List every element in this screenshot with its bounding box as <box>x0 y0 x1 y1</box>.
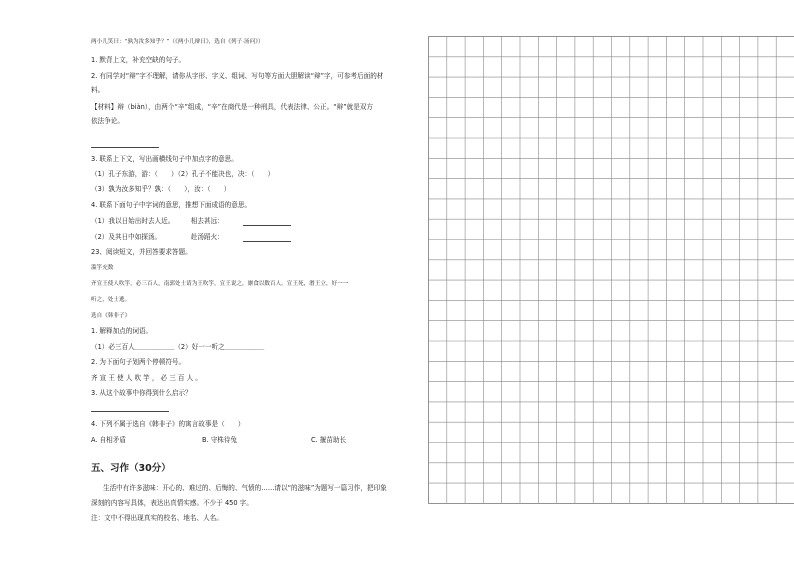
question-4: 4. 联系下面句子中字词的意思，推想下面成语的意思。 <box>91 201 252 209</box>
question-3-item2: （3）孰为汝多知乎？孰：（ ），汝：（ ） <box>91 185 231 193</box>
question-4-item2: （2）及其日中如探汤。 赴汤蹈火： <box>91 233 224 241</box>
material-line1: 【材料】辩（biàn），由两个“辛”组成，“辛”在商代是一种刑具，代表法律、公正。“辩”就是双方 <box>91 103 373 111</box>
question-2-line2: 料。 <box>91 86 105 94</box>
answer-line[interactable] <box>91 411 169 412</box>
option-a[interactable]: A. 自相矛盾 <box>91 436 126 444</box>
reading-question-4: 4. 下列不属于选自《韩非子》的寓言故事是（ ） <box>91 420 245 428</box>
reading-question-4-options <box>91 436 391 445</box>
reading-text-line2: 听之，处士逃。 <box>91 297 131 303</box>
question-1: 1. 默背上文，补充空缺的句子。 <box>91 56 186 64</box>
reading-text-line1: 齐宣王使人吹竽，必三百人，南郭处士请为王吹竽，宣王说之，廪食以数百人。宣王死，湣王立，好一一 <box>91 281 349 287</box>
reading-question-1-items: （1）必三百人＿＿＿＿＿＿（2）好一一听之＿＿＿＿＿＿ <box>91 343 265 351</box>
composition-note: 注：文中不得出现真实的校名、地名、人名。 <box>91 514 223 522</box>
composition-prompt-line1: 生活中有许多滋味：开心的、难过的、后悔的、气愤的……请以“的滋味”为题写一篇习作，把印象 <box>103 484 387 492</box>
material-line2: 依法争论。 <box>91 117 124 125</box>
reading-source: 选自《韩非子》 <box>91 313 131 319</box>
writing-grid-cells[interactable] <box>428 36 794 504</box>
reading-question-1: 1. 解释加点的词语。 <box>91 327 153 335</box>
option-b[interactable]: B. 守株待兔 <box>202 436 238 444</box>
option-c[interactable]: C. 揠苗助长 <box>311 436 347 444</box>
answer-line[interactable] <box>243 225 291 226</box>
reading-title: 滥竽充数 <box>91 265 114 271</box>
question-3-item1: （1）孔子东游，游：（ ）（2）孔子不能决也，决：（ ） <box>91 170 275 178</box>
reading-instruction: 23、阅读短文，并回答要求答题。 <box>91 248 192 256</box>
composition-prompt-line2: 深刻的内容写具体，表达出真情实感。不少于 450 字。 <box>91 499 253 507</box>
writing-grid[interactable] <box>428 36 794 504</box>
answer-line[interactable] <box>243 241 291 242</box>
reading-question-2: 2. 为下面句子划两个停顿符号。 <box>91 358 186 366</box>
question-2-line1: 2. 有同学对“辩”字不理解，请你从字形、字义、组词、写句等方面大胆解读“辩”字，可参考后面的材 <box>91 72 384 80</box>
answer-line[interactable] <box>91 147 159 148</box>
composition-heading: 五、习作（30分） <box>91 463 171 474</box>
question-3: 3. 联系上下文，写出画横线句子中加点字的意思。 <box>91 155 238 163</box>
question-4-item1: （1）我以日始出时去人近。 相去甚远： <box>91 217 224 225</box>
reading-question-2-sentence: 齐 宣 王 使 人 吹 竽 ， 必 三 百 人 。 <box>91 374 202 382</box>
passage-intro: 两小儿笑曰：“孰为汝多知乎？”（《两小儿辩日》，选自《列子·汤问》） <box>91 39 264 45</box>
reading-question-3: 3. 从这个故事中你得到什么启示？ <box>91 389 192 397</box>
